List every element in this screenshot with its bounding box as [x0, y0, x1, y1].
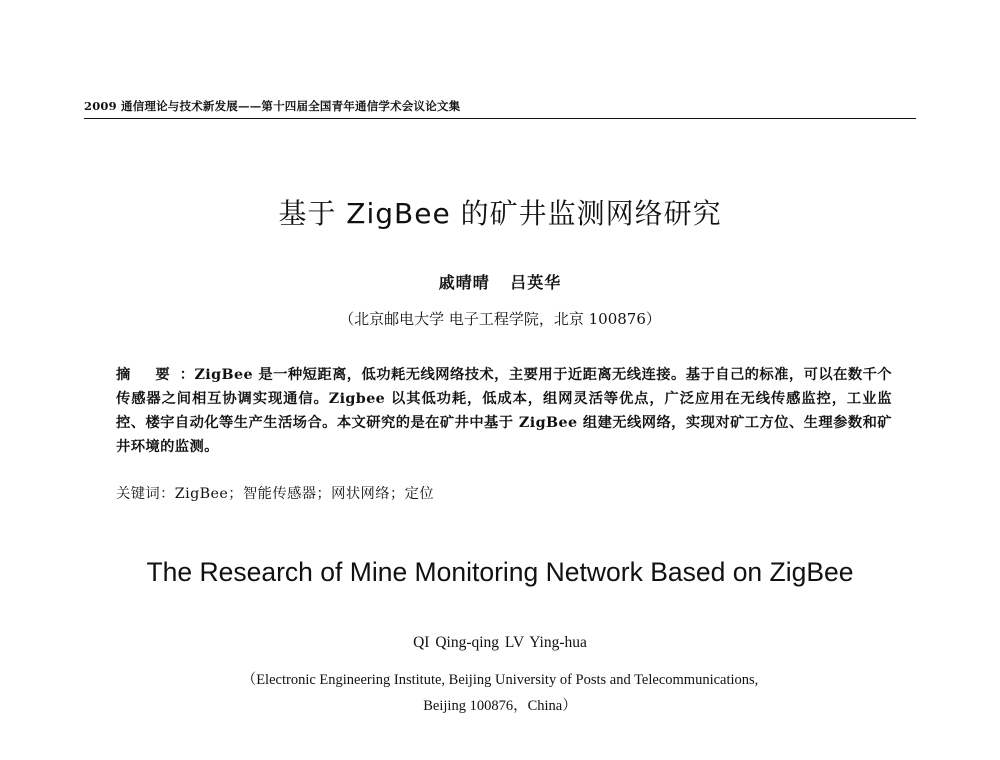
chinese-affiliation: （北京邮电大学 电子工程学院，北京 100876）	[339, 310, 661, 328]
keywords-text: ：ZigBee；智能传感器；网状网络；定位	[160, 486, 435, 502]
running-header-text: 2009 通信理论与技术新发展——第十四届全国青年通信学术会议论文集	[84, 99, 461, 113]
english-affiliation-line-2: Beijing 100876，China）	[423, 698, 577, 714]
chinese-title: 基于 ZigBee 的矿井监测网络研究	[278, 197, 722, 230]
running-header	[84, 98, 916, 119]
chinese-abstract	[116, 363, 892, 459]
english-affiliation-line-1: （Electronic Engineering Institute, Beijing University of Posts and Telecommunications,	[241, 672, 759, 688]
keywords-label: 关键词	[116, 486, 161, 502]
english-affiliation	[0, 667, 1000, 719]
chinese-authors: 戚晴晴 吕英华	[438, 273, 562, 292]
chinese-keywords	[116, 482, 892, 506]
english-title: The Research of Mine Monitoring Network Based on ZigBee	[146, 557, 854, 587]
abstract-label: 摘 要	[116, 367, 180, 383]
cutoff-text-line	[118, 750, 908, 760]
english-authors: QI Qing-qing LV Ying-hua	[413, 634, 587, 651]
abstract-text: ：ZigBee 是一种短距离，低功耗无线网络技术，主要用于近距离无线连接。基于自己的标准，可以在数千个传感器之间相互协调实现通信。Zigbee 以其低功耗，低成本，组网灵活等优点，广泛应用在无线传感监控，工业监控、楼宇自动化等生产生活场合。本文研究的是在矿井中基于 ZigBee 组建无线网络，实现对矿工方位、生理参数和矿井环境的监测。	[116, 367, 893, 455]
